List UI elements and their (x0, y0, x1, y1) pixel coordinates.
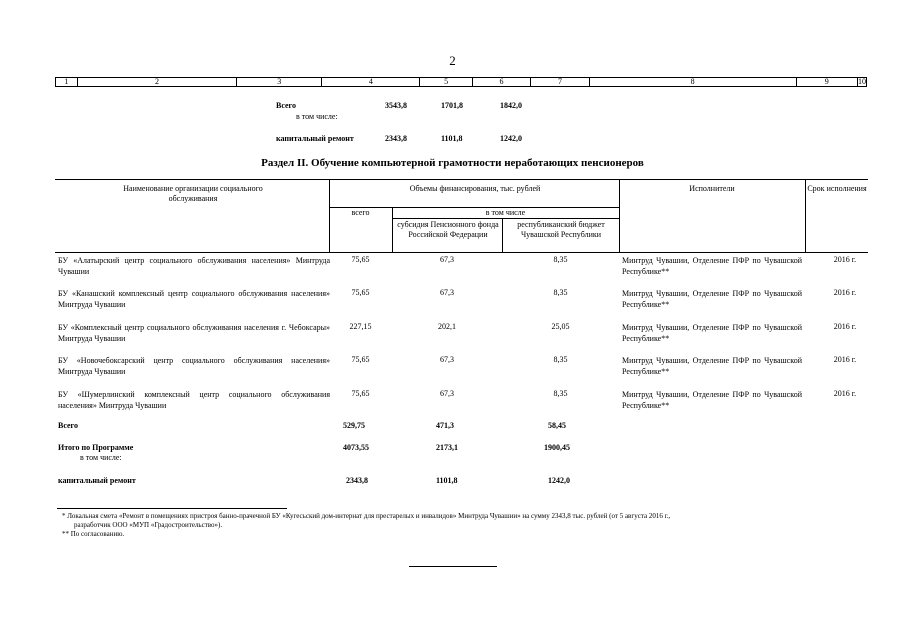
section1-repair-regional: 1242,0 (500, 134, 522, 143)
header-divider-3 (502, 218, 503, 253)
row-regional: 8,35 (553, 355, 568, 364)
row-term: 2016 г. (833, 355, 857, 364)
col-num-3: 3 (237, 78, 322, 87)
program-total-regional: 1900,45 (544, 443, 570, 452)
row-total: 75,65 (351, 355, 370, 364)
header-pension: субсидия Пенсионного фонда Российской Федерации (397, 220, 499, 239)
row-org: БУ «Новочебоксарский центр социального обслуживания населения» Минтруда Чувашии (58, 356, 330, 376)
row-regional: 8,35 (553, 389, 568, 398)
program-repair-all: 2343,8 (346, 476, 368, 485)
end-line (409, 566, 497, 567)
footnote-2: ** По согласованию. (62, 530, 125, 538)
col-num-8: 8 (589, 78, 796, 87)
row-executors: Минтруд Чувашии, Отделение ПФР по Чувашской Республике** (622, 390, 802, 410)
col-num-2: 2 (77, 78, 236, 87)
program-repair-regional: 1242,0 (548, 476, 570, 485)
section2-title: Раздел II. Обучение компьютерной грамотности неработающих пенсионеров (261, 157, 644, 169)
section1-total-label: Всего (276, 101, 296, 110)
header-funding: Объемы финансирования, тыс. рублей (409, 184, 541, 193)
row-pension: 67,3 (440, 288, 454, 297)
row-executors: Минтруд Чувашии, Отделение ПФР по Чувашской Республике** (622, 323, 802, 343)
col-num-6: 6 (472, 78, 530, 87)
row-org: БУ «Канашский комплексный центр социального обслуживания населения» Минтруда Чувашии (58, 289, 330, 309)
section1-total-regional: 1842,0 (500, 101, 522, 110)
row-total: 75,65 (351, 288, 370, 297)
section2-total-all: 529,75 (343, 421, 365, 430)
row-regional: 8,35 (553, 288, 568, 297)
row-regional: 25,05 (551, 322, 570, 331)
row-pension: 202,1 (438, 322, 456, 331)
section1-including-label: в том числе: (296, 112, 338, 121)
row-pension: 67,3 (440, 255, 454, 264)
col-num-10: 10 (858, 77, 866, 86)
row-pension: 67,3 (440, 389, 454, 398)
row-term: 2016 г. (833, 322, 857, 331)
row-term: 2016 г. (833, 255, 857, 264)
header-regional: республиканский бюджет Чувашской Республики (517, 220, 605, 239)
header-including: в том числе (485, 208, 526, 217)
row-regional: 8,35 (553, 255, 568, 264)
row-executors: Минтруд Чувашии, Отделение ПФР по Чувашской Республике** (622, 256, 802, 276)
row-total: 75,65 (351, 255, 370, 264)
section1-total-all: 3543,8 (385, 101, 407, 110)
header-bottom-border (55, 252, 868, 253)
row-term: 2016 г. (833, 288, 857, 297)
row-term: 2016 г. (833, 389, 857, 398)
row-org: БУ «Шумерлинский комплексный центр социального обслуживания населения» Минтруда Чувашии (58, 390, 330, 410)
row-pension: 67,3 (440, 355, 454, 364)
column-number-row (55, 77, 867, 87)
footnote-1-continued: разработчик ООО «МУП «Градостроительство»). (74, 521, 223, 529)
program-total-pension: 2173,1 (436, 443, 458, 452)
header-top-border (55, 179, 868, 180)
row-executors: Минтруд Чувашии, Отделение ПФР по Чувашской Республике** (622, 289, 802, 309)
row-org: БУ «Алатырский центр социального обслуживания населения» Минтруда Чувашии (58, 256, 330, 276)
header-executors: Исполнители (689, 184, 735, 193)
header-term: Срок исполнения (807, 184, 867, 193)
header-subline-2 (392, 218, 619, 219)
header-org: Наименование организации социального обслуживания (123, 184, 263, 203)
section1-total-pension: 1701,8 (441, 101, 463, 110)
row-executors: Минтруд Чувашии, Отделение ПФР по Чувашской Республике** (622, 356, 802, 376)
section1-repair-label: капитальный ремонт (276, 134, 354, 143)
col-num-7: 7 (531, 78, 589, 87)
section2-total-pension: 471,3 (436, 421, 454, 430)
col-num-1: 1 (56, 78, 78, 87)
program-repair-pension: 1101,8 (436, 476, 458, 485)
row-org: БУ «Комплексный центр социального обслуживания населения г. Чебоксары» Минтруда Чувашии (58, 323, 330, 343)
col-num-4: 4 (322, 78, 420, 87)
row-total: 75,65 (351, 389, 370, 398)
section2-total-label: Всего (58, 421, 78, 430)
page-number: 2 (449, 53, 456, 68)
program-total-all: 4073,55 (343, 443, 369, 452)
footnote-separator (57, 508, 287, 509)
col-num-9: 9 (796, 78, 857, 87)
program-total-label: Итого по Программе (58, 443, 134, 452)
program-including-label: в том числе: (80, 453, 122, 462)
program-repair-label: капитальный ремонт (58, 476, 136, 485)
header-total: всего (351, 208, 370, 217)
col-num-5: 5 (420, 78, 472, 87)
footnote-1: * Локальная смета «Ремонт в помещениях пристроя банно-прачечной БУ «Кугесьский дом-интернат для престарелых и инвалидов» Минтруда Чувашии» на сумму 2343,8 тыс. рублей (от 5 августа 2016 г., (62, 512, 671, 520)
section1-repair-pension: 1101,8 (441, 134, 463, 143)
row-total: 227,15 (349, 322, 372, 331)
section2-total-regional: 58,45 (548, 421, 566, 430)
section1-repair-all: 2343,8 (385, 134, 407, 143)
